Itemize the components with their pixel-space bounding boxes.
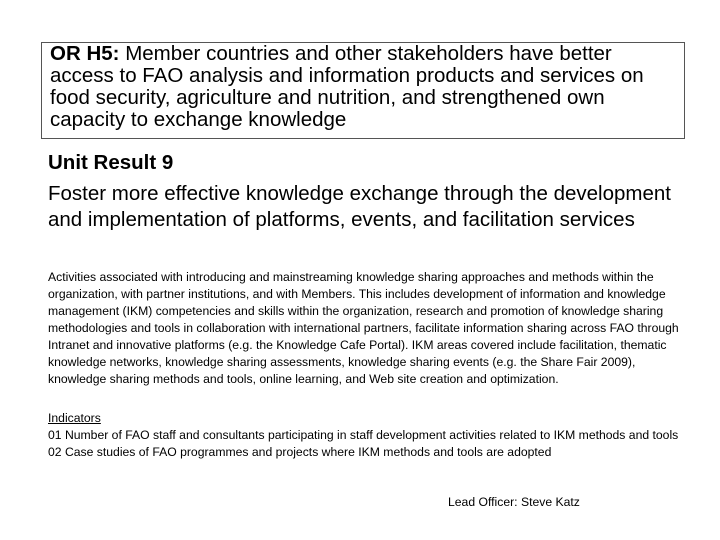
indicator-item: 01 Number of FAO staff and consultants participating in staff development activities related to IKM methods and tools [48,428,679,442]
indicator-item: 02 Case studies of FAO programmes and projects where IKM methods and tools are adopted [48,445,552,459]
indicators-section [48,410,688,461]
organizational-result-box [41,42,685,139]
lead-officer: Lead Officer: Steve Katz [448,495,580,509]
indicators-heading: Indicators [48,411,101,425]
or-text: Member countries and other stakeholders have better access to FAO analysis and information products and services on food security, agriculture and nutrition, and strengthened own capacity to exchange knowledge [50,42,644,131]
unit-result-description: Foster more effective knowledge exchange through the development and implementation of platforms, events, and facilitation services [48,182,671,231]
unit-result-title: Unit Result 9 [48,151,174,174]
or-code: OR H5: [50,42,120,65]
activities-paragraph: Activities associated with introducing and mainstreaming knowledge sharing approaches and methods within the organization, with partner institutions, and with Members. This includes development of information and knowledge management (IKM) competencies and skills within the organization, research and promotion of knowledge sharing methodologies and tools in collaboration with international partners, facilitate information sharing across FAO through Intranet and innovative platforms (e.g. the Knowledge Cafe Portal). IKM areas covered include facilitation, thematic knowledge networks, knowledge sharing assessments, knowledge sharing events (e.g. the Share Fair 2009), knowledge sharing methods and tools, online learning, and Web site creation and optimization. [48,270,679,386]
